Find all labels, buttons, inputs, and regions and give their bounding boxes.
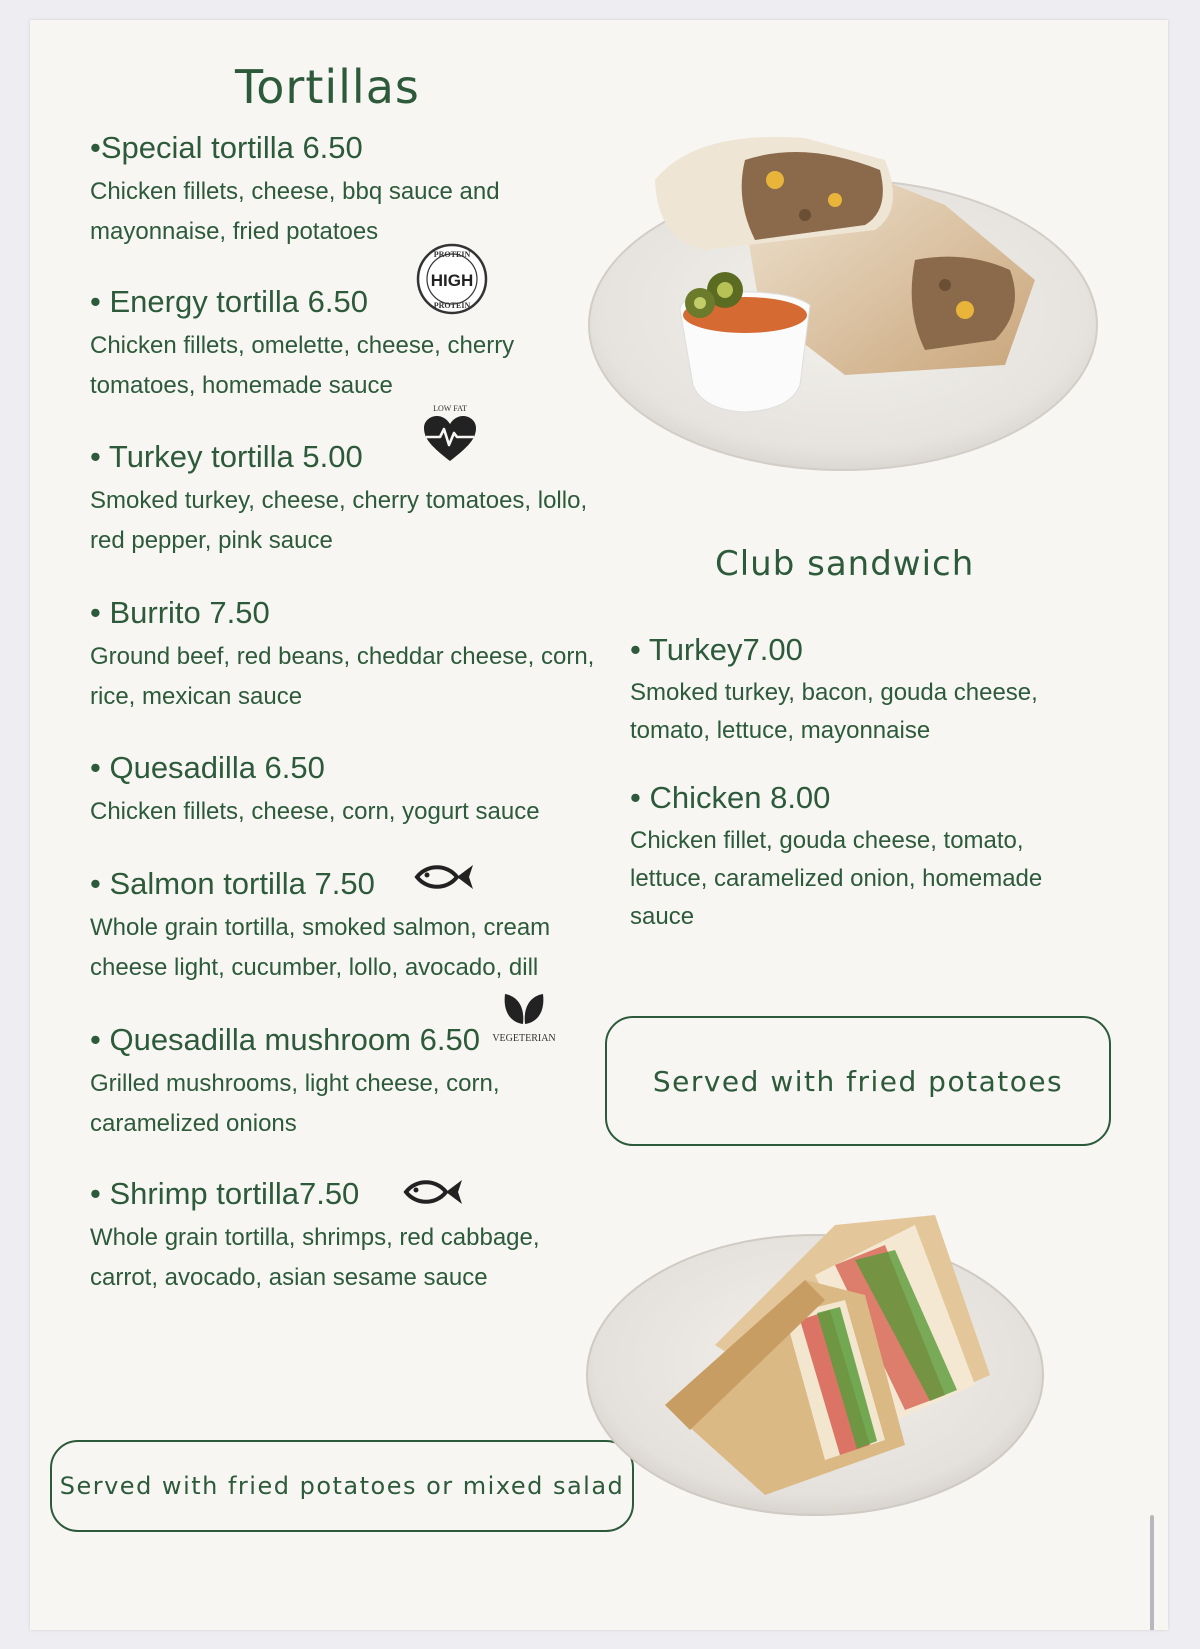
item-description: Smoked turkey, bacon, gouda cheese, tomato, lettuce, mayonnaise (630, 679, 1038, 744)
tortillas-served-note: Served with fried potatoes or mixed salad (50, 1440, 634, 1532)
item-title: • Turkey7.00 (630, 632, 803, 667)
item-description: Chicken fillets, cheese, bbq sauce and mayonnaise, fried potatoes (90, 178, 500, 245)
item-title: • Turkey tortilla 5.00 (90, 439, 363, 474)
item-description: Chicken fillets, omelette, cheese, cherry tomatoes, homemade sauce (90, 332, 515, 399)
heartbeat-icon (422, 415, 478, 463)
high-protein-icon (415, 242, 489, 321)
item-description: Whole grain tortilla, shrimps, red cabbage, carrot, avocado, asian sesame sauce (90, 1224, 540, 1291)
item-title: • Salmon tortilla 7.50 (90, 866, 375, 901)
svg-text:HIGH: HIGH (430, 271, 474, 290)
fish-icon (413, 860, 477, 899)
item-title: • Quesadilla 6.50 (90, 750, 325, 785)
item-description: Chicken fillet, gouda cheese, tomato, lettuce, caramelized onion, homemade sauce (630, 827, 1043, 930)
menu-item-special-tortilla (90, 130, 610, 252)
club-sandwich-plate-image (585, 1205, 1045, 1530)
item-title: • Quesadilla mushroom 6.50 (90, 1022, 480, 1057)
menu-item-turkey-tortilla (90, 439, 610, 561)
scrollbar[interactable] (1150, 1515, 1154, 1630)
menu-item-energy-tortilla (90, 284, 610, 406)
item-description: Chicken fillets, cheese, corn, yogurt sauce (90, 798, 540, 825)
menu-item-quesadilla (90, 750, 610, 832)
menu-page (30, 20, 1168, 1630)
item-title: • Shrimp tortilla7.50 (90, 1176, 360, 1211)
svg-text:PROTEIN: PROTEIN (433, 301, 471, 310)
menu-item-salmon-tortilla (90, 866, 610, 988)
item-description: Grilled mushrooms, light cheese, corn, caramelized onions (90, 1070, 500, 1137)
fish-icon (402, 1175, 466, 1214)
low-fat-badge (418, 404, 482, 468)
vegetarian-label: VEGETERIAN (492, 1033, 556, 1044)
leaf-icon (501, 990, 547, 1026)
tortillas-heading: Tortillas (235, 60, 420, 114)
item-title: • Burrito 7.50 (90, 595, 270, 630)
low-fat-label: LOW FAT (433, 404, 467, 413)
menu-item-club-turkey (630, 632, 1090, 750)
item-title: • Chicken 8.00 (630, 780, 831, 815)
item-description: Ground beef, red beans, cheddar cheese, corn, rice, mexican sauce (90, 643, 595, 710)
tortilla-plate-image (585, 120, 1105, 525)
menu-item-club-chicken (630, 780, 1090, 936)
svg-text:PROTEIN: PROTEIN (433, 250, 471, 259)
vegetarian-badge (482, 990, 566, 1044)
club-sandwich-heading: Club sandwich (715, 544, 975, 584)
menu-item-burrito (90, 595, 610, 717)
item-description: Whole grain tortilla, smoked salmon, cream cheese light, cucumber, lollo, avocado, dill (90, 914, 551, 981)
menu-item-shrimp-tortilla (90, 1176, 610, 1298)
item-description: Smoked turkey, cheese, cherry tomatoes, lollo, red pepper, pink sauce (90, 487, 588, 554)
item-title: • Energy tortilla 6.50 (90, 284, 368, 319)
club-served-note: Served with fried potatoes (605, 1016, 1111, 1146)
item-title: •Special tortilla 6.50 (90, 130, 363, 165)
